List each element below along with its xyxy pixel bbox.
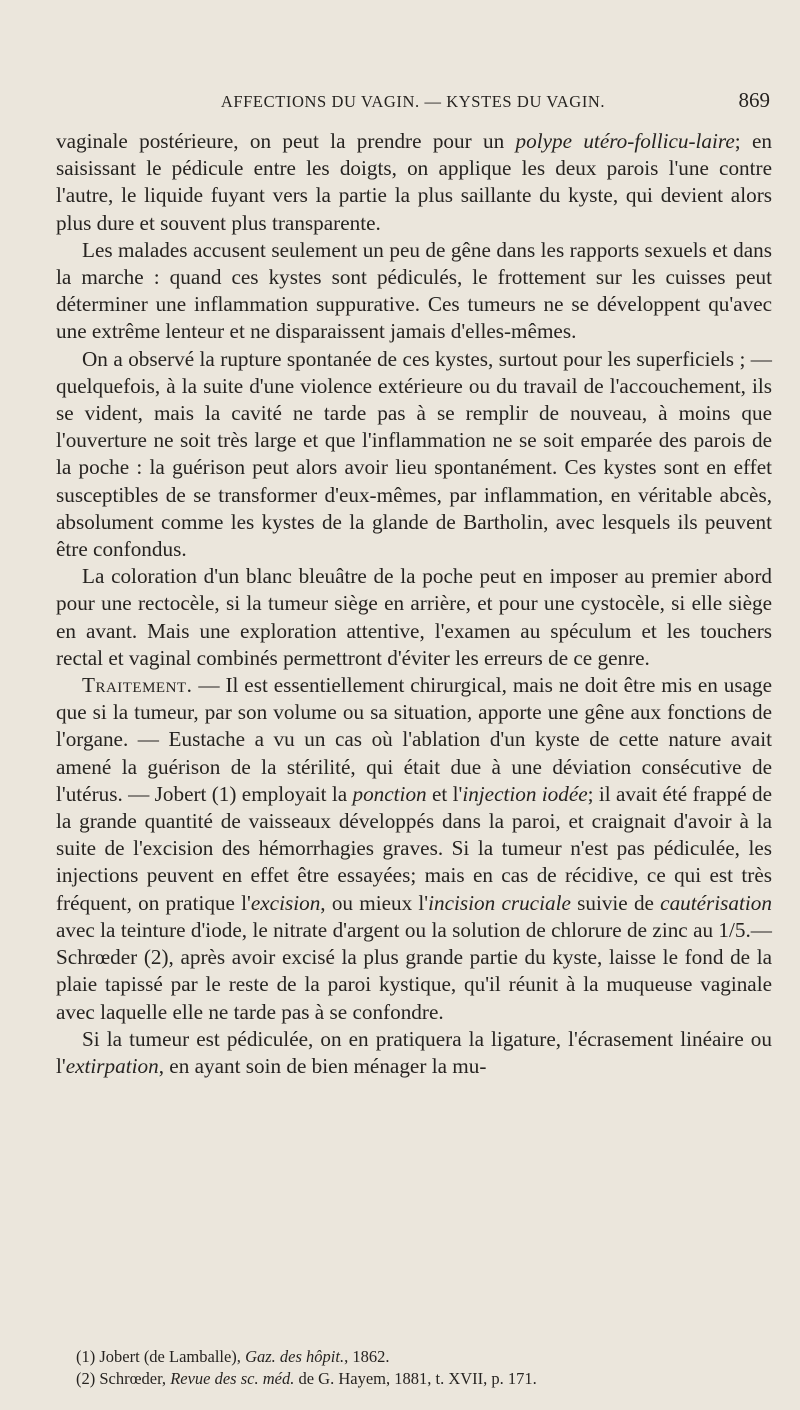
fn2-text-a: (2) Schrœder, — [76, 1369, 171, 1388]
p5-italic-injection: injection iodée — [462, 781, 588, 806]
fn1-text-c: , 1862. — [344, 1347, 390, 1366]
paragraph-4: La coloration d'un blanc bleuâtre de la poche peut en imposer au premier abord pour une rectocèle, si la tumeur siège en arrière, et pour une cystocèle, si elle siège en avant. Mais une exploration attentive, l'examen au spéculum et les touchers rectal et vaginal combinés permettront d'éviter les erreurs de ce genre. — [56, 564, 772, 670]
p6-text-a: Si la tumeur est pédiculée, on en pratiquera la ligature, l'écrasement linéaire ou l' — [56, 1026, 772, 1078]
p6-italic-extirpation: extirpation — [65, 1053, 159, 1078]
p5-italic-incision: incision cruciale — [428, 890, 571, 915]
page-header — [56, 88, 770, 116]
footnote-2 — [56, 1368, 772, 1390]
fn1-text-a: (1) Jobert (de Lamballe), — [76, 1347, 246, 1366]
p5-italic-cauterisation: cautérisation — [660, 890, 772, 915]
p5-text-g: , ou mieux l' — [320, 890, 429, 915]
body-text — [56, 128, 772, 1080]
p1-text-c: ; en saisissant le pédicule entre les doigts, on applique les deux parois l'une contre l'autre, le liquide fuyant vers la partie la plus saillante du kyste, qui devient alors plus dure et souvent plus transparente. — [56, 129, 772, 235]
footnotes — [56, 1346, 772, 1390]
paragraph-3: On a observé la rupture spontanée de ces kystes, surtout pour les superficiels ; — quelquefois, à la suite d'une violence extérieure ou du travail de l'accouchement, ils se vident, mais la cavité ne tarde pas à se remplir de nouveau, à moins que l'ouverture ne soit très large et que l'inflammation ne se soit emparée des parois de la poche : la guérison peut alors avoir lieu spontanément. Ces kystes sont en effet susceptibles de se transformer d'eux-mêmes, par inflammation, en véritable abcès, absolument comme les kystes de la glande de Bartholin, avec lesquels ils peuvent être confondus. — [56, 346, 772, 562]
p5-italic-ponction: ponction — [352, 781, 427, 806]
p6-text-c: , en ayant soin de bien ménager la mu- — [158, 1053, 487, 1078]
p5-text-c: et l' — [426, 781, 463, 806]
page-number: 869 — [738, 88, 770, 112]
p5-text-a: — Il est essentiellement chirurgical, mais ne doit être mis en usage que si la tumeur, par son volume ou sa situation, apporte une gêne aux fonctions de l'organe. — Eustache a vu un cas où l'ablation d'un kyste de cette nature avait amené la guérison de la stérilité, qui était due à une déviation consécutive de l'utérus. — Jobert (1) employait la — [56, 673, 772, 806]
paragraph-1 — [56, 128, 772, 237]
paragraph-6 — [56, 1026, 772, 1080]
p5-text-i: suivie de — [570, 890, 661, 915]
paragraph-2: Les malades accusent seulement un peu de gêne dans les rapports sexuels et dans la marche : quand ces kystes sont pédiculés, le frottement sur les cuisses peut déterminer une inflammation suppurative. Ces tumeurs ne se développent qu'avec une extrême lenteur et ne disparaissent jamais d'elles-mêmes. — [56, 237, 772, 344]
section-heading-traitement: Traitement. — [82, 673, 193, 698]
fn1-italic-source: Gaz. des hôpit. — [245, 1347, 345, 1366]
fn2-text-c: de G. Hayem, 1881, t. XVII, p. 171. — [294, 1369, 537, 1388]
p5-text-k: avec la teinture d'iode, le nitrate d'argent ou la solution de chlorure de zinc au 1/5.— Schrœder (2), après avoir excisé la plus grande partie du kyste, laisse le fond de la plaie tapissé par le reste de la paroi kystique, qu'il réunit à la muqueuse vaginale avec laquelle elle ne tarde pas à se confondre. — [56, 917, 772, 1024]
fn2-italic-source: Revue des sc. méd. — [170, 1369, 295, 1388]
p1-italic-term: polype utéro-follicu-laire — [515, 129, 735, 153]
running-title: AFFECTIONS DU VAGIN. — KYSTES DU VAGIN. — [220, 92, 606, 111]
p1-text-a: vaginale postérieure, on peut la prendre pour un — [56, 129, 516, 153]
footnote-1 — [56, 1346, 772, 1368]
paragraph-traitement — [56, 672, 772, 1026]
p5-italic-excision: excision — [250, 890, 321, 915]
p5-text-e: ; il avait été frappé de la grande quantité de vaisseaux développés dans la paroi, et craignait d'avoir à la suite de l'excision des hémorrhagies graves. Si la tumeur n'est pas pédiculée, les injections peuvent en effet être essayées; mais en cas de récidive, ce qui est très fréquent, on pratique l' — [56, 781, 772, 915]
